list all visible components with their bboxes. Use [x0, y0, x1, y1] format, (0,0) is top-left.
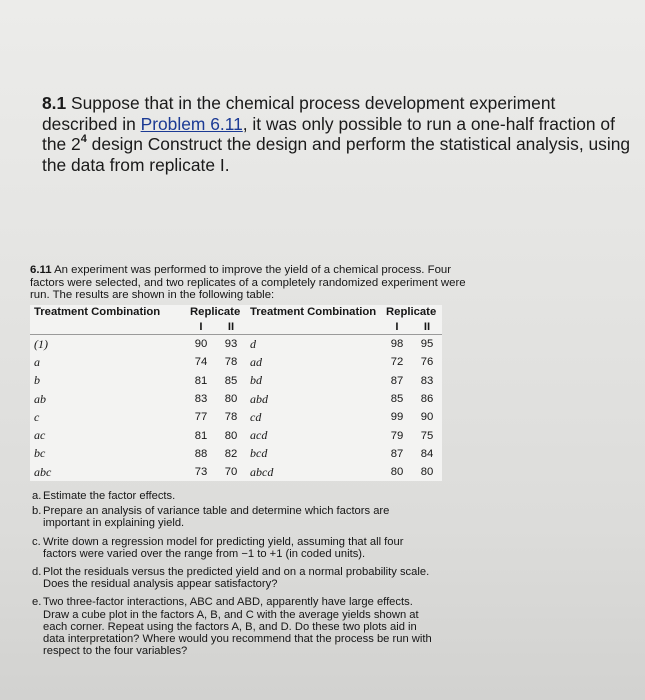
subheader-ii: II — [423, 320, 431, 333]
reference-problem — [30, 264, 470, 302]
table-row — [30, 408, 442, 426]
value-cell: 74 — [194, 356, 208, 369]
header-treatment-2: Treatment Combination — [250, 306, 377, 318]
exponent: 4 — [80, 133, 87, 146]
value-cell: 99 — [390, 411, 404, 424]
value-cell: 86 — [420, 393, 434, 406]
value-cell: 83 — [420, 374, 434, 387]
reference-number: 6.11 — [30, 264, 52, 276]
treatment-cell: cd — [250, 409, 262, 424]
value-cell: 78 — [224, 356, 238, 369]
value-cell: 80 — [224, 393, 238, 406]
value-cell: 78 — [224, 411, 238, 424]
treatment-cell: a — [34, 354, 40, 369]
value-cell: 80 — [390, 466, 404, 479]
treatment-cell: c — [34, 409, 40, 424]
treatment-cell: acd — [250, 428, 268, 443]
value-cell: 80 — [420, 466, 434, 479]
problem-text-end: design Construct the design and perform the statistical analysis, using the data from replicate I. — [42, 134, 631, 175]
treatment-cell: bcd — [250, 446, 268, 461]
value-cell: 81 — [194, 374, 208, 387]
question-item — [32, 566, 432, 590]
question-label: b. — [32, 505, 42, 518]
treatment-cell: abd — [250, 391, 268, 406]
question-text: Two three-factor interactions, ABC and ABD, apparently have large effects. Draw a cube plot in the factors A, B, and C with the average yields shown at each corner. Repeat using the factors A, B, and D. Do these two plots aid in data interpretation? Where would you recommend that the process be run with respect to the four variables? — [43, 596, 432, 658]
table-row — [30, 335, 442, 354]
table-subheader-row — [30, 319, 442, 335]
problem-text-start: Suppose that in the chemical process development experiment described in — [42, 93, 556, 134]
treatment-cell: bc — [34, 446, 46, 461]
problem-link[interactable]: Problem 6.11 — [140, 113, 243, 134]
value-cell: 81 — [194, 429, 208, 442]
problem-text-middle: , it was only possible to run a one-half fraction of the 2 — [42, 113, 615, 154]
value-cell: 88 — [194, 447, 208, 460]
value-cell: 85 — [390, 393, 404, 406]
problem-statement — [42, 93, 634, 175]
value-cell: 72 — [390, 356, 404, 369]
table-row — [30, 390, 442, 408]
table-row — [30, 463, 442, 481]
data-table — [30, 305, 442, 481]
question-item — [32, 596, 432, 657]
question-label: d. — [32, 566, 42, 579]
question-label: a. — [32, 490, 42, 502]
treatment-cell: d — [246, 335, 382, 354]
treatment-cell: (1) — [30, 335, 186, 354]
header-treatment-1: Treatment Combination — [34, 306, 161, 318]
question-item — [32, 536, 432, 560]
value-cell: 90 — [420, 411, 434, 424]
value-cell: 87 — [390, 447, 404, 460]
value-cell: 83 — [194, 393, 208, 406]
question-item — [32, 505, 432, 529]
value-cell: 84 — [420, 447, 434, 460]
value-cell: 95 — [412, 335, 442, 354]
treatment-cell: bd — [250, 373, 262, 388]
question-list — [32, 490, 432, 663]
value-cell: 85 — [224, 374, 238, 387]
subheader-ii: II — [227, 320, 235, 333]
problem-number: 8.1 — [42, 93, 67, 113]
subheader-i: I — [395, 320, 399, 333]
header-replicate-2: Replicate — [386, 306, 437, 318]
value-cell: 70 — [224, 466, 238, 479]
value-cell: 98 — [382, 335, 412, 354]
question-item — [32, 490, 432, 502]
treatment-cell: b — [34, 373, 40, 388]
value-cell: 90 — [186, 335, 216, 354]
value-cell: 79 — [390, 429, 404, 442]
table-row — [30, 372, 442, 390]
question-text: Estimate the factor effects. — [43, 490, 176, 502]
treatment-cell: ad — [250, 354, 262, 369]
question-label: c. — [32, 535, 41, 548]
value-cell: 87 — [390, 374, 404, 387]
table-row — [30, 353, 442, 371]
value-cell: 80 — [224, 429, 238, 442]
subheader-i: I — [199, 320, 203, 333]
value-cell: 76 — [420, 356, 434, 369]
treatment-cell: abcd — [250, 464, 274, 479]
question-label: e. — [32, 596, 42, 609]
reference-text: An experiment was performed to improve the yield of a chemical process. Four factors were selected, and two replicates of a completely randomized experiment were run. The results are shown in the following table: — [30, 264, 466, 302]
table-row — [30, 445, 442, 463]
value-cell: 77 — [194, 411, 208, 424]
question-text: Write down a regression model for predicting yield, assuming that all four factors were varied over the range from −1 to +1 (in coded units). — [43, 535, 404, 560]
table-row — [30, 426, 442, 444]
treatment-cell: ab — [34, 391, 46, 406]
treatment-cell: ac — [34, 428, 46, 443]
question-text: Prepare an analysis of variance table and determine which factors are important in explaining yield. — [43, 505, 390, 530]
treatment-cell: abc — [34, 464, 52, 479]
value-cell: 93 — [216, 335, 246, 354]
question-text: Plot the residuals versus the predicted yield and on a normal probability scale. Does the residual analysis appear satisfactory? — [43, 566, 430, 591]
value-cell: 82 — [224, 447, 238, 460]
value-cell: 75 — [420, 429, 434, 442]
value-cell: 73 — [194, 466, 208, 479]
table-header-row — [30, 305, 442, 319]
header-replicate-1: Replicate — [190, 306, 241, 318]
